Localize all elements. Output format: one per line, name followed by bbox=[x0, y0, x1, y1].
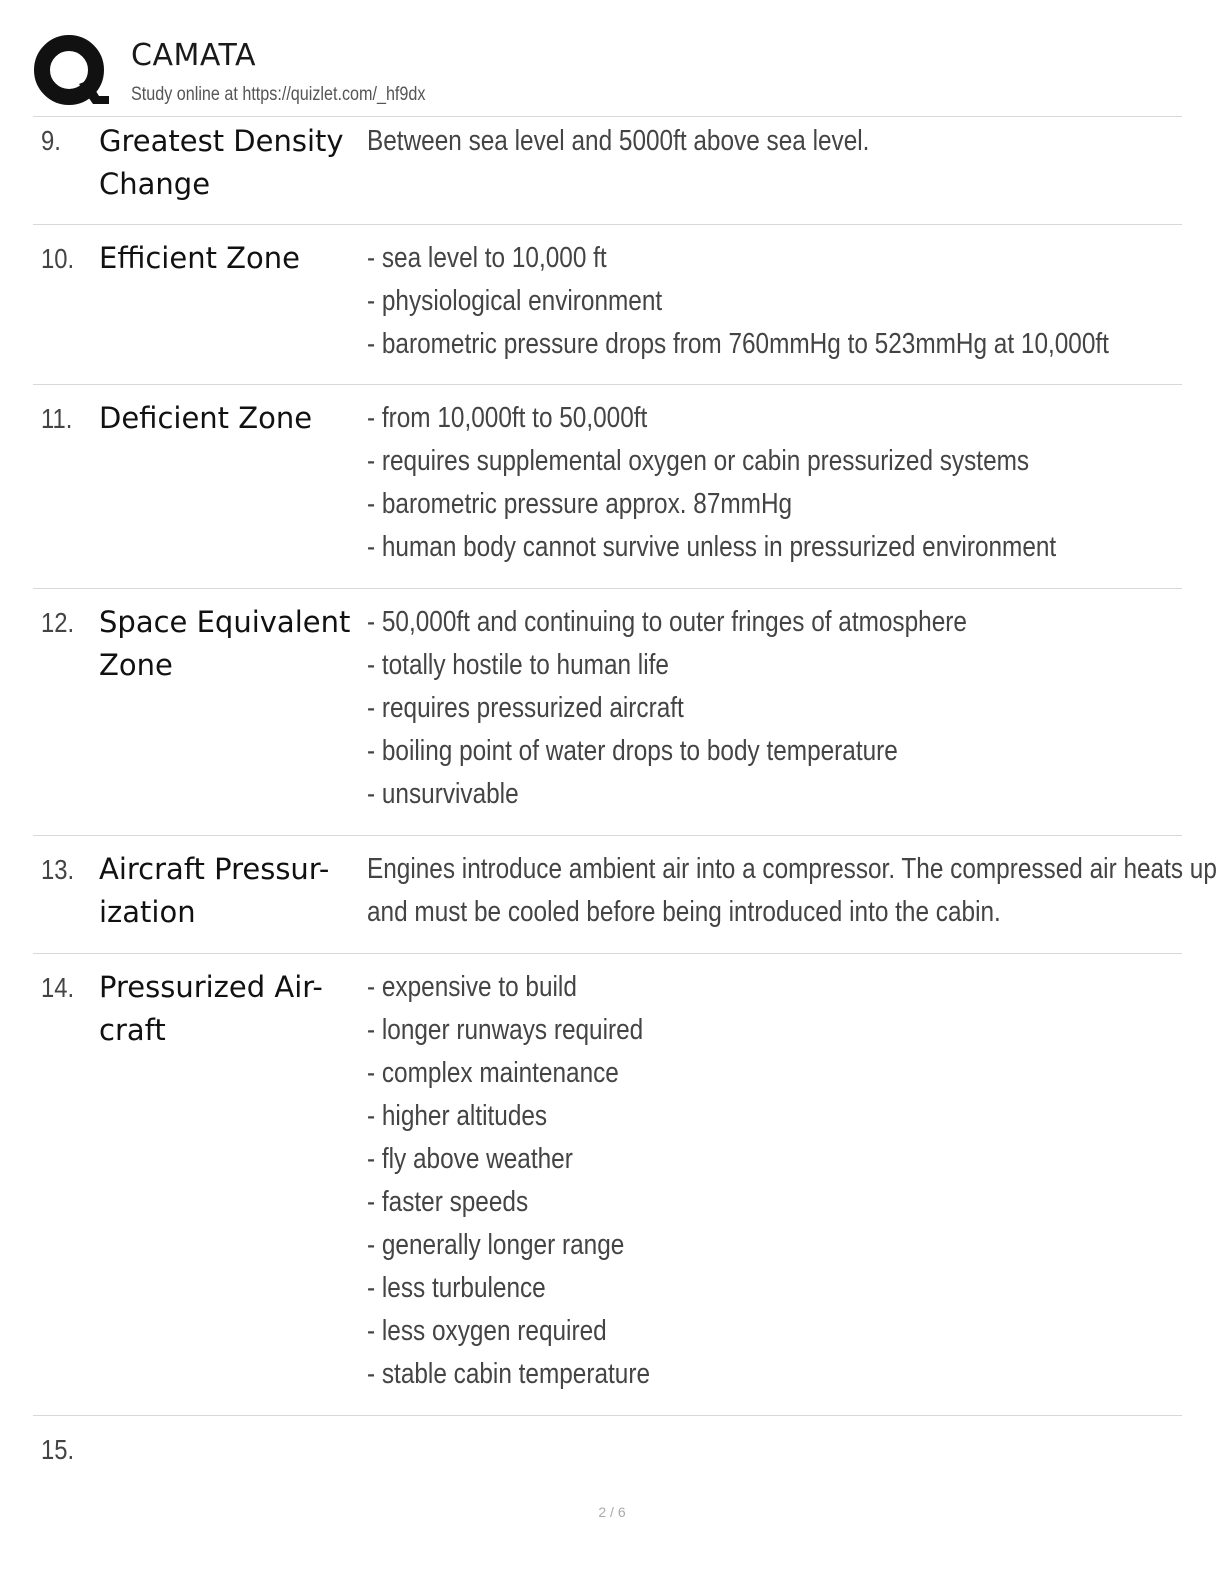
term-line: Space Equivalent bbox=[99, 605, 351, 639]
definition-line: - 50,000ft and continuing to outer fringes of atmosphere bbox=[367, 606, 967, 638]
definition-line: - physiological environment bbox=[367, 285, 663, 317]
definition-line: - stable cabin temperature bbox=[367, 1358, 651, 1390]
definition-line: - barometric pressure approx. 87mmHg bbox=[367, 488, 793, 520]
term-line: Pressurized Air- bbox=[99, 970, 323, 1004]
term-line: Aircraft Pressur- bbox=[99, 852, 330, 886]
term-line: Deficient Zone bbox=[99, 401, 313, 435]
term-line: Efficient Zone bbox=[99, 241, 301, 275]
definition-line: and must be cooled before being introduced into the cabin. bbox=[367, 896, 1001, 928]
definition-line: - sea level to 10,000 ft bbox=[367, 242, 607, 274]
definition-line: - totally hostile to human life bbox=[367, 649, 669, 681]
card-definition bbox=[367, 237, 1148, 366]
card-number: 11. bbox=[41, 403, 73, 434]
card-term bbox=[99, 848, 359, 934]
definition-line: - longer runways required bbox=[367, 1014, 644, 1046]
term-line: Greatest Density bbox=[99, 124, 344, 158]
definition-line: - barometric pressure drops from 760mmHg to 523mmHg at 10,000ft bbox=[367, 328, 1109, 360]
card-definition bbox=[367, 120, 1148, 163]
definition-line: - requires supplemental oxygen or cabin pressurized systems bbox=[367, 445, 1030, 477]
card-term bbox=[99, 237, 359, 280]
definition-line: - higher altitudes bbox=[367, 1100, 548, 1132]
definition-line: - from 10,000ft to 50,000ft bbox=[367, 402, 648, 434]
definition-line: - expensive to build bbox=[367, 971, 577, 1003]
definition-line: - complex maintenance bbox=[367, 1057, 619, 1089]
card-definition bbox=[367, 848, 1217, 934]
definition-line: - less turbulence bbox=[367, 1272, 546, 1304]
card-term bbox=[99, 601, 359, 687]
set-title: CAMATA bbox=[131, 38, 257, 73]
flashcard bbox=[33, 224, 1182, 384]
card-term bbox=[99, 397, 359, 440]
flashcard bbox=[33, 116, 1182, 224]
definition-line: - boiling point of water drops to body temperature bbox=[367, 735, 898, 767]
quizlet-logo-icon bbox=[33, 34, 109, 110]
card-number: 15. bbox=[41, 1434, 75, 1465]
flashcard bbox=[33, 1415, 1182, 1486]
flashcard bbox=[33, 953, 1182, 1415]
card-definition bbox=[367, 397, 1148, 569]
page-number: 2 / 6 bbox=[598, 1504, 626, 1520]
card-term bbox=[99, 966, 359, 1052]
card-number: 9. bbox=[41, 125, 61, 156]
study-online-link[interactable]: Study online at https://quizlet.com/_hf9dx bbox=[131, 84, 426, 105]
definition-line: Between sea level and 5000ft above sea level. bbox=[367, 125, 870, 157]
definition-line: - generally longer range bbox=[367, 1229, 625, 1261]
card-definition bbox=[367, 966, 1148, 1396]
definition-line: - human body cannot survive unless in pressurized environment bbox=[367, 531, 1057, 563]
card-definition bbox=[367, 601, 1148, 816]
definition-line: - requires pressurized aircraft bbox=[367, 692, 684, 724]
term-line: craft bbox=[99, 1013, 166, 1047]
definition-line: - less oxygen required bbox=[367, 1315, 607, 1347]
card-number: 10. bbox=[41, 243, 75, 274]
card-term bbox=[99, 120, 359, 206]
flashcard bbox=[33, 588, 1182, 835]
term-line: Change bbox=[99, 167, 211, 201]
page-header bbox=[33, 34, 1183, 114]
definition-line: - unsurvivable bbox=[367, 778, 519, 810]
definition-line: Engines introduce ambient air into a compressor. The compressed air heats up bbox=[367, 853, 1217, 885]
flashcard bbox=[33, 384, 1182, 588]
card-number: 13. bbox=[41, 854, 75, 885]
definition-line: - fly above weather bbox=[367, 1143, 573, 1175]
flashcard-list bbox=[33, 116, 1217, 1486]
card-number: 14. bbox=[41, 972, 75, 1003]
term-line: Zone bbox=[99, 648, 173, 682]
card-number: 12. bbox=[41, 607, 75, 638]
flashcard bbox=[33, 835, 1217, 953]
definition-line: - faster speeds bbox=[367, 1186, 529, 1218]
term-line: ization bbox=[99, 895, 196, 929]
